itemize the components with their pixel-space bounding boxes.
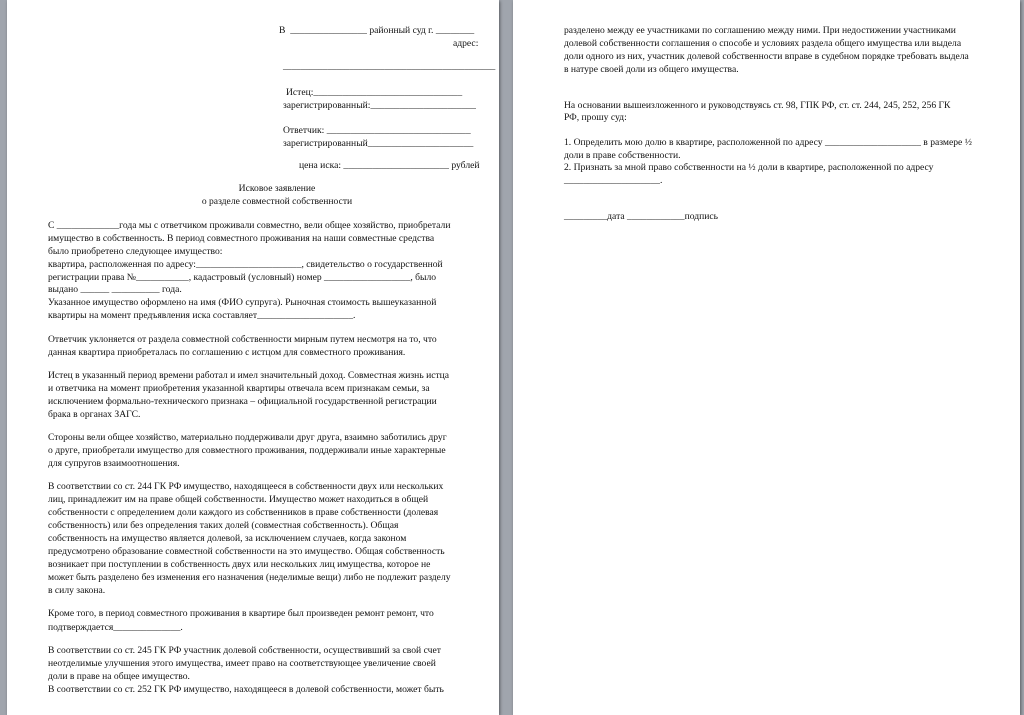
body-line: данная квартира приобреталась по соглашению с истцом для совместного проживания. [48, 347, 406, 358]
body-line: В соответствии со ст. 244 ГК РФ имущество, находящееся в собственности двух или нескольких [48, 481, 444, 492]
body-line: может быть разделено без изменения его назначения (неделимые вещи) либо не подлежит разделу [48, 572, 451, 583]
body-line: подтверждается______________. [48, 622, 183, 633]
document-page-1[interactable] [7, 0, 499, 715]
body-line: выдано ______ __________ года. [48, 284, 182, 295]
body-line: РФ, прошу суд: [564, 112, 627, 123]
body-line: Стороны вели общее хозяйство, материально поддерживали друг друга, взаимно заботились друг [48, 432, 447, 443]
request-item-1: 1. Определить мою долю в квартире, расположенной по адресу ____________________ в размере ½ [564, 137, 972, 148]
body-line: доли в праве на общее имущество. [48, 671, 190, 682]
request-item-1-continued: доли в праве собственности. [564, 150, 681, 161]
body-line: регистрации права №___________, кадастровый (условный) номер __________________, было [48, 272, 437, 283]
body-line: собственность) или без определения таких долей (совместная собственность). Общая [48, 520, 399, 531]
body-line: квартира, расположенная по адресу:______________________, свидетельство о государственной [48, 259, 443, 270]
body-line: Истец в указанный период времени работал и имел значительный доход. Совместная жизнь истца [48, 370, 450, 381]
body-line: исключением формально-технического признака – официальной государственной регистрации [48, 396, 437, 407]
body-line: доли одного из них, участник долевой собственности вправе в судебном порядке требовать выдела [564, 51, 969, 62]
body-line: для супругов взаимоотношения. [48, 458, 180, 469]
body-line: Кроме того, в период совместного проживания в квартире был произведен ремонт ремонт, что [48, 608, 434, 619]
request-item-2-continued: ____________________. [564, 175, 663, 186]
body-line: долевой собственности соглашения о способе и условиях раздела общего имущества или выдела [564, 38, 962, 49]
request-item-2: 2. Признать за мной право собственности на ½ доли в квартире, расположенной по адресу [564, 162, 934, 173]
body-line: Ответчик уклоняется от раздела совместной собственности мирным путем несмотря на то, что [48, 334, 437, 345]
date-signature-line: _________дата ____________подпись [564, 211, 719, 222]
body-line: брака в органах ЗАГС. [48, 409, 141, 420]
body-line: неотделимые улучшения этого имущества, имеет право на соответствующее увеличение своей [48, 658, 436, 669]
body-line: в силу закона. [48, 585, 106, 596]
body-line: В соответствии со ст. 245 ГК РФ участник долевой собственности, осуществивший за свой счет [48, 645, 441, 656]
header-address-label: адрес: [453, 38, 479, 49]
body-line: в натуре своей доли из общего имущества. [564, 64, 739, 75]
header-claim-price: цена иска: ______________________ рублей [299, 160, 480, 171]
body-line: о друге, приобретали имущество для совместного проживания, поддерживали иные характерные [48, 445, 446, 456]
body-line: собственности с определением доли каждого из собственников в праве собственности (долевая [48, 507, 439, 518]
body-line: возникает при поступлении в собственность двух или нескольких лиц имущества, которое не [48, 559, 431, 570]
header-defendant-line: Ответчик: ______________________________ [283, 125, 471, 136]
body-line: На основании вышеизложенного и руководствуясь ст. 98, ГПК РФ, ст. ст. 244, 245, 252, 256 ГК [564, 100, 951, 111]
body-line: лиц, принадлежит им на праве общей собственности. Имущество может находиться в общей [48, 494, 429, 505]
body-line: Указанное имущество оформлено на имя (ФИО супруга). Рыночная стоимость вышеуказанной [48, 297, 437, 308]
header-plaintiff-line: Истец:_______________________________ [286, 87, 463, 98]
header-court-line: В ________________ районный суд г. ________ [279, 25, 475, 36]
body-line: было приобретено следующее имущество: [48, 246, 223, 257]
document-subtitle: о разделе совместной собственности [201, 196, 353, 207]
body-line: имущество в собственность. В период совместного проживания на наши совместные средства [48, 233, 435, 244]
body-line: собственность на имущество является долевой, за исключением случаев, когда законом [48, 533, 407, 544]
document-title: Исковое заявление [238, 183, 316, 194]
document-page-2[interactable] [513, 0, 1020, 715]
body-line: В соответствии со ст. 252 ГК РФ имущество, находящееся в долевой собственности, может быть [48, 684, 444, 695]
body-line: и ответчика на момент приобретения указанной квартиры отвечала всем признакам семьи, за [48, 383, 430, 394]
body-line: С _____________года мы с ответчиком проживали совместно, вели общее хозяйство, приобретали [48, 220, 451, 231]
body-line: разделено между ее участниками по соглашению между ними. При недостижении участниками [564, 25, 956, 36]
header-defendant-registered: зарегистрированный______________________ [283, 138, 474, 149]
header-address-line: ________________________________________________ [283, 61, 496, 72]
body-line: предусмотрено образование совместной собственности на это имущество. Общая собственность [48, 546, 445, 557]
body-line: квартиры на момент предъявления иска составляет____________________. [48, 310, 356, 321]
header-plaintiff-registered: зарегистрированный:______________________ [283, 100, 476, 111]
